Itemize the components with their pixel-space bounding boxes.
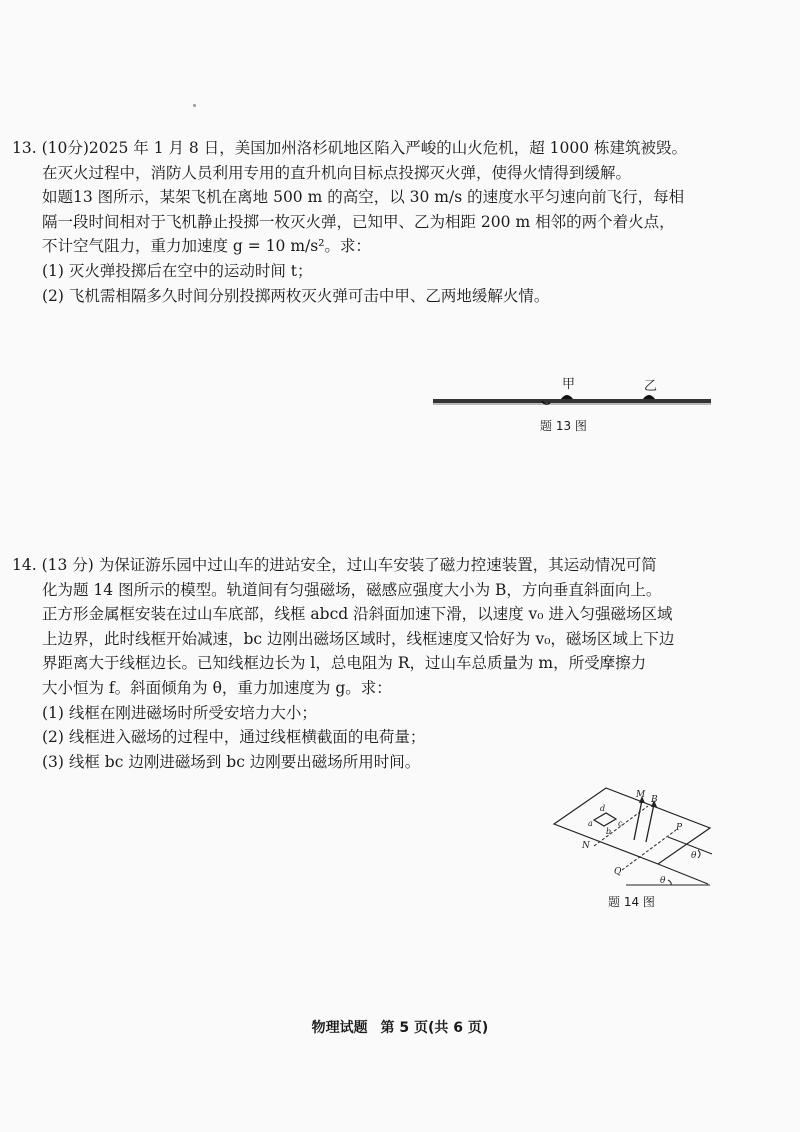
figure-label: c — [618, 819, 623, 828]
figure-label: Q — [614, 867, 622, 877]
problem-14-line: 大小恒为 f。斜面倾角为 θ，重力加速度为 g。求： — [42, 678, 392, 697]
field-arrow-2 — [646, 804, 654, 842]
label-yi: 乙 — [644, 379, 658, 394]
problem-14-question-2: (2) 线框进入磁场的过程中，通过线框横截面的电荷量； — [42, 728, 426, 747]
problem-13-question-2: (2) 飞机需相隔多久时间分别投掷两枚灭火弹可击中甲、乙两地缓解火情。 — [42, 286, 550, 305]
problem-14 — [12, 553, 737, 774]
problem-14-line: 正方形金属框安装在过山车底部，线框 abcd 沿斜面加速下滑，以速度 v₀ 进入匀强磁场区域 — [42, 605, 673, 624]
figure-label: b — [606, 827, 612, 836]
figure-label: M — [636, 790, 646, 800]
figure-14-caption: 题 14 图 — [608, 895, 655, 909]
frame-abcd — [594, 813, 616, 826]
figure-label: P — [676, 823, 683, 833]
page-footer — [0, 1017, 800, 1037]
problem-14-question-3: (3) 线框 bc 边刚进磁场到 bc 边刚要出磁场所用时间。 — [42, 752, 421, 771]
ground-line — [433, 399, 711, 403]
fire-point-jia-marker — [561, 395, 573, 399]
figure-label: θ — [691, 851, 697, 861]
problem-13-question-1: (1) 灭火弹投掷后在空中的运动时间 t； — [42, 261, 313, 280]
problem-13-line: 不计空气阻力，重力加速度 g = 10 m/s²。求： — [42, 237, 371, 256]
problem-14-line: 上边界，此时线框开始减速，bc 边刚出磁场区域时，线框速度又恰好为 v₀，磁场区域上下边 — [42, 629, 675, 648]
footer-page-number: 第 5 页(共 6 页) — [380, 1020, 489, 1036]
label-jia: 甲 — [562, 377, 576, 392]
figure-label: B — [651, 795, 658, 805]
figure-13-caption: 题 13 图 — [540, 419, 587, 433]
field-arrow-1 — [634, 800, 642, 840]
figure-14 — [548, 782, 723, 892]
boundary-pq — [622, 830, 676, 870]
footer-subject: 物理试题 — [311, 1020, 368, 1036]
problem-14-question-1: (1) 线框在刚进磁场时所受安培力大小； — [42, 703, 317, 722]
problem-14-line: 界距离大于线框边长。已知线框边长为 l，总电阻为 R，过山车总质量为 m，所受摩擦力 — [42, 654, 647, 673]
incline-plane — [554, 788, 710, 864]
fire-point-yi-marker — [643, 395, 655, 399]
problem-13-line: 在灭火过程中，消防人员利用专用的直升机向目标点投掷灭火弹，使得火情得到缓解。 — [42, 163, 632, 182]
problem-13 — [12, 136, 737, 308]
figure-label: N — [582, 841, 590, 851]
problem-13-line: 13. (10分)2025 年 1 月 8 日，美国加州洛杉矶地区陷入严峻的山火危机，超 1000 栋建筑被毁。 — [12, 139, 688, 157]
figure-label: θ — [660, 876, 666, 886]
scan-speck — [193, 104, 196, 107]
problem-14-line: 14. (13 分) 为保证游乐园中过山车的进站安全，过山车安装了磁力控速装置，其运动情况可简 — [12, 556, 657, 574]
problem-13-line: 如题13 图所示，某架飞机在离地 500 m 的高空，以 30 m/s 的速度水平匀速向前飞行，每相 — [42, 188, 685, 207]
figure-label: d — [600, 804, 606, 813]
figure-label: a — [588, 819, 593, 828]
problem-13-line: 隔一段时间相对于飞机静止投掷一枚灭火弹，已知甲、乙为相距 200 m 相邻的两个着火点， — [42, 212, 675, 231]
problem-14-line: 化为题 14 图所示的模型。轨道间有匀强磁场，磁感应强度大小为 B，方向垂直斜面向上。 — [42, 580, 662, 599]
figure-13 — [430, 375, 715, 415]
